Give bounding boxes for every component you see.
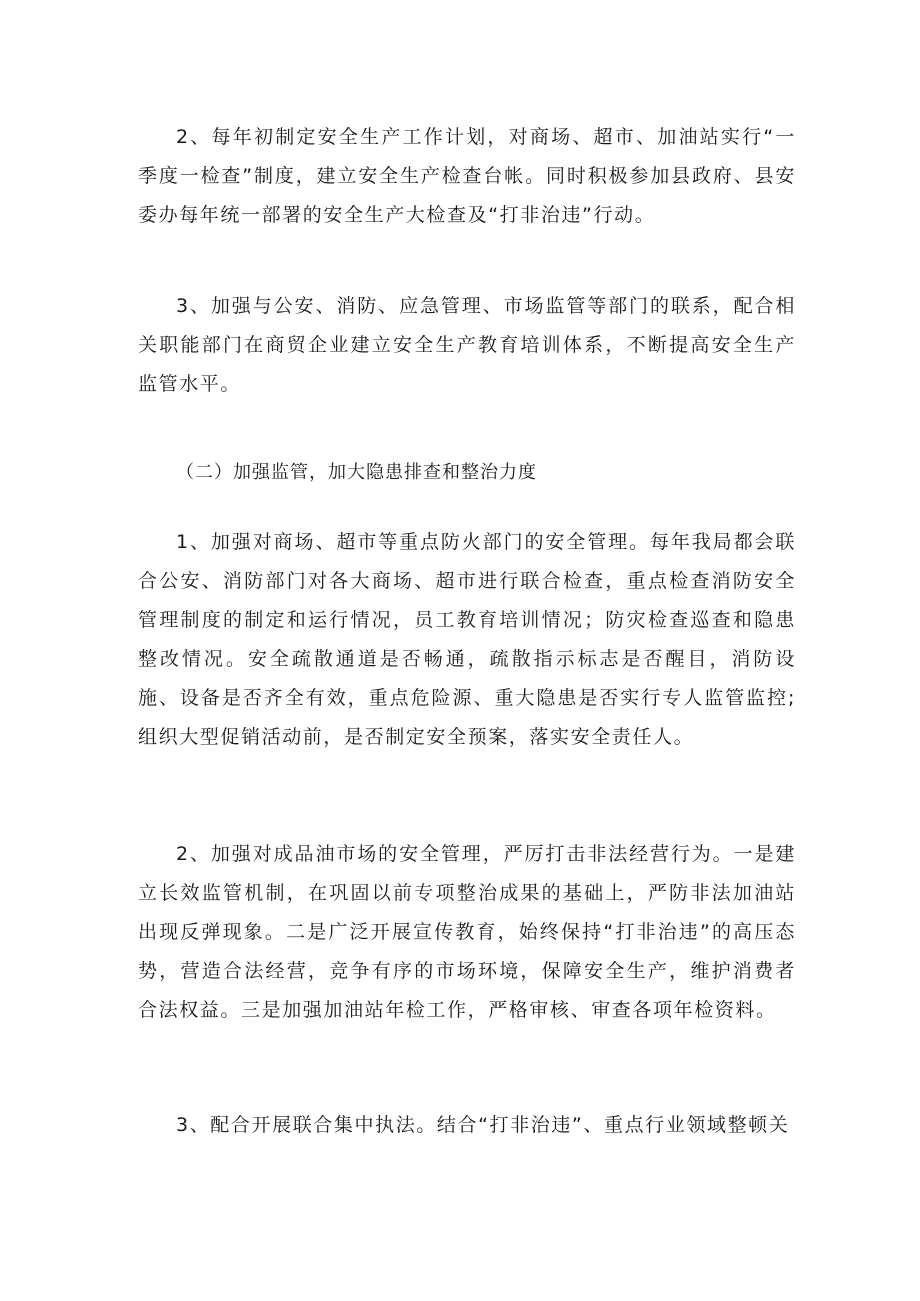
section-heading-supervision: （二）加强监管，加大隐患排查和整治力度 xyxy=(176,462,537,483)
paragraph-fire-safety-management: 1、加强对商场、超市等重点防火部门的安全管理。每年我局都会联合公安、消防部门对各大商场、超市进行联合检查，重点检查消防安全管理制度的制定和运行情况，员工教育培训情况；防灾检查巡查和隐患整改情况。安全疏散通道是否畅通，疏散指示标志是否醒目，消防设施、设备是否齐全有效，重点危险源、重大隐患是否实行专人监管监控;组织大型促销活动前，是否制定安全预案，落实安全责任人。 xyxy=(138,531,796,748)
paragraph-annual-plan: 2、每年初制定安全生产工作计划，对商场、超市、加油站实行“一季度一检查”制度，建立安全生产检查台帐。同时积极参加县政府、县安委办每年统一部署的安全生产大检查及“打非治违”行动。 xyxy=(138,126,796,226)
paragraph-fuel-market-management: 2、加强对成品油市场的安全管理，严厉打击非法经营行为。一是建立长效监管机制，在巩固以前专项整治成果的基础上，严防非法加油站出现反弹现象。二是广泛开展宣传教育，始终保持“打非治违”的高压态势，营造合法经营，竞争有序的市场环境，保障安全生产，维护消费者合法权益。三是加强加油站年检工作，严格审核、审查各项年检资料。 xyxy=(138,843,796,1021)
paragraph-department-liaison: 3、加强与公安、消防、应急管理、市场监管等部门的联系，配合相关职能部门在商贸企业建立安全生产教育培训体系，不断提高安全生产监管水平。 xyxy=(138,295,796,395)
paragraph-joint-enforcement: 3、配合开展联合集中执法。结合“打非治违”、重点行业领域整顿关 xyxy=(176,1114,790,1136)
